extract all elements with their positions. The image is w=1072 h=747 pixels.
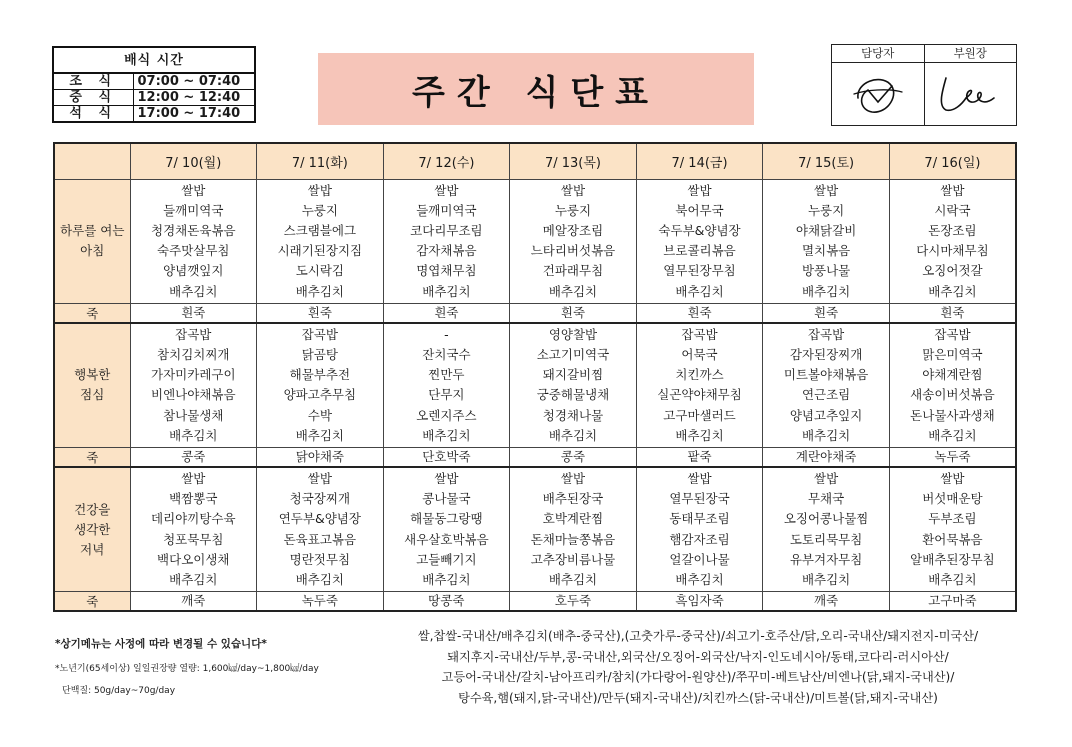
menu-item: 치킨까스	[675, 367, 724, 383]
menu-item: 건파래무침	[542, 263, 604, 279]
porridge-cell: 흰죽	[130, 303, 257, 323]
menu-item: 돈장조림	[928, 222, 977, 238]
menu-item: 백짬뽕국	[169, 491, 218, 507]
menu-item: 누룽지	[554, 202, 592, 218]
menu-item: 두부조림	[928, 511, 977, 527]
menu-item: 양파고추무침	[283, 387, 357, 403]
menu-item: 해물동그랑땡	[410, 511, 483, 527]
menu-item: 감자채볶음	[416, 243, 477, 259]
menu-item: 연두부&양념장	[278, 511, 361, 527]
porridge-cell: 팥죽	[636, 447, 763, 467]
menu-cell	[383, 467, 510, 592]
corner-cell	[54, 143, 130, 179]
day-header: 7/ 13(목)	[510, 143, 637, 179]
menu-cell	[510, 323, 637, 448]
page-title: 주간 식단표	[411, 72, 661, 113]
approval-vice-director-label: 부원장	[925, 45, 1017, 63]
day-header: 7/ 14(금)	[636, 143, 763, 179]
menu-item: 찐만두	[428, 367, 465, 383]
menu-item: 야채계란찜	[922, 367, 983, 383]
approval-box	[831, 44, 1017, 126]
menu-item: 참나물생채	[163, 407, 224, 423]
menu-item: 참치김치찌개	[157, 346, 230, 362]
menu-cell	[130, 323, 257, 448]
menu-item: 배추김치	[295, 283, 344, 299]
menu-cell	[130, 179, 257, 303]
menu-item: 쌀밥	[307, 470, 332, 486]
menu-item: 고추장비름나물	[530, 551, 616, 567]
porridge-cell: 닭야채죽	[257, 447, 384, 467]
menu-item: 야채닭갈비	[795, 222, 857, 238]
menu-item: 시래기된장지짐	[277, 243, 363, 259]
menu-item: 배추김치	[928, 283, 977, 299]
porridge-cell: 계란야채죽	[763, 447, 890, 467]
menu-item: 버섯매운탕	[922, 491, 983, 507]
serving-time-label: 중 식	[53, 90, 133, 106]
menu-item: 잔치국수	[422, 346, 471, 362]
vice-director-signature	[925, 63, 1017, 125]
porridge-cell: 고구마죽	[889, 592, 1016, 612]
porridge-cell: 호두죽	[510, 592, 637, 612]
menu-cell	[636, 323, 763, 448]
porridge-cell: 흰죽	[383, 303, 510, 323]
menu-item: 멸치볶음	[801, 243, 851, 259]
menu-item: 배추김치	[928, 427, 977, 443]
menu-item: 누룽지	[807, 202, 845, 218]
menu-item: 무채국	[807, 491, 845, 507]
menu-item: 유부겨자무침	[789, 551, 863, 567]
menu-cell	[763, 323, 890, 448]
menu-cell	[257, 467, 384, 592]
serving-time-box	[52, 46, 256, 123]
menu-item: 배추김치	[675, 427, 724, 443]
porridge-cell: 콩죽	[130, 447, 257, 467]
menu-item: 돈채마늘쫑볶음	[530, 531, 616, 547]
menu-cell	[383, 179, 510, 303]
menu-item: 배추김치	[295, 571, 344, 587]
menu-item: 쌀밥	[940, 182, 965, 198]
menu-item: 쌀밥	[181, 182, 206, 198]
serving-time-title: 배식 시간	[53, 47, 255, 73]
menu-item: 시락국	[934, 202, 971, 218]
menu-item: 단무지	[428, 387, 465, 403]
change-notice: *상기메뉴는 사정에 따라 변경될 수 있습니다*	[55, 638, 267, 650]
menu-item: 배추김치	[169, 427, 218, 443]
menu-item: -	[444, 326, 449, 342]
senior-energy-note: *노년기(65세이상) 일일권장량 열량: 1,600㎉/day~1,800㎉/day	[55, 664, 319, 674]
menu-cell	[636, 467, 763, 592]
approval-manager	[832, 45, 924, 125]
menu-cell	[889, 179, 1016, 303]
meal-row	[54, 179, 1016, 303]
title-banner	[318, 53, 754, 125]
serving-time-value: 17:00 ~ 17:40	[133, 106, 255, 123]
menu-item: 궁중해물냉채	[536, 387, 610, 403]
menu-item: 배추김치	[675, 571, 724, 587]
menu-item: 쌀밥	[181, 470, 206, 486]
porridge-cell: 녹두죽	[257, 592, 384, 612]
origin-info	[378, 626, 1018, 708]
menu-item: 배추김치	[801, 427, 851, 443]
menu-item: 감자된장찌개	[789, 346, 863, 362]
porridge-row	[54, 447, 1016, 467]
menu-item: 수박	[307, 407, 332, 423]
menu-item: 북어무국	[675, 202, 724, 218]
serving-time-row	[53, 90, 255, 106]
menu-item: 배추김치	[422, 427, 471, 443]
menu-item: 얼갈이나물	[669, 551, 730, 567]
menu-item: 배추김치	[801, 283, 851, 299]
weekly-menu-table	[53, 142, 1017, 612]
menu-item: 해물부추전	[289, 367, 351, 383]
meal-row	[54, 323, 1016, 448]
menu-item: 미트볼야채볶음	[783, 367, 869, 383]
menu-item: 동태무조림	[669, 511, 730, 527]
day-header-row	[54, 143, 1016, 179]
menu-item: 배추된장국	[542, 491, 604, 507]
porridge-label: 죽	[54, 447, 130, 467]
menu-item: 콩나물국	[422, 491, 471, 507]
menu-item: 배추김치	[548, 571, 598, 587]
menu-item: 청경채돈육볶음	[151, 222, 236, 238]
menu-item: 명엽채무침	[416, 263, 477, 279]
menu-item: 도시락김	[295, 263, 344, 279]
menu-item: 잡곡밥	[175, 326, 212, 342]
menu-cell	[383, 323, 510, 448]
menu-item: 쌀밥	[814, 470, 839, 486]
serving-time-row	[53, 73, 255, 90]
approval-vice-director	[924, 45, 1017, 125]
menu-item: 배추김치	[295, 427, 344, 443]
menu-item: 쌀밥	[560, 182, 586, 198]
protein-note: 단백질: 50g/day~70g/day	[62, 686, 176, 696]
meal-row	[54, 467, 1016, 592]
menu-item: 고구마샐러드	[663, 407, 736, 423]
menu-item: 방풍나물	[801, 263, 851, 279]
menu-item: 양념고추잎지	[789, 407, 863, 423]
porridge-row	[54, 592, 1016, 612]
menu-item: 배추김치	[548, 283, 598, 299]
porridge-label: 죽	[54, 303, 130, 323]
menu-cell	[763, 467, 890, 592]
menu-item: 돈나물사과생채	[910, 407, 995, 423]
menu-item: 고들빼기지	[416, 551, 477, 567]
menu-cell	[510, 467, 637, 592]
menu-item: 느타리버섯볶음	[530, 243, 616, 259]
menu-item: 배추김치	[675, 283, 724, 299]
menu-item: 잡곡밥	[934, 326, 971, 342]
menu-item: 소고기미역국	[536, 346, 610, 362]
menu-item: 배추김치	[422, 571, 471, 587]
menu-item: 맑은미역국	[922, 346, 983, 362]
menu-item: 쌀밥	[434, 182, 459, 198]
meal-label: 행복한 점심	[54, 323, 130, 448]
menu-item: 열무된장국	[669, 491, 730, 507]
menu-cell	[130, 467, 257, 592]
serving-time-value: 12:00 ~ 12:40	[133, 90, 255, 106]
menu-item: 어묵국	[681, 346, 718, 362]
menu-item: 쌀밥	[560, 470, 586, 486]
manager-signature	[832, 63, 924, 125]
porridge-cell: 콩죽	[510, 447, 637, 467]
meal-label: 하루를 여는 아침	[54, 179, 130, 303]
menu-item: 들깨미역국	[416, 202, 477, 218]
menu-item: 누룽지	[301, 202, 338, 218]
menu-item: 숙주맛살무침	[157, 243, 230, 259]
serving-time-label: 석 식	[53, 106, 133, 123]
menu-item: 영양찰밥	[548, 326, 598, 342]
menu-item: 도토리묵무침	[789, 531, 863, 547]
menu-item: 오징어젓갈	[922, 263, 983, 279]
porridge-cell: 흰죽	[257, 303, 384, 323]
menu-item: 데리야끼탕수육	[151, 511, 236, 527]
menu-item: 청포묵무침	[163, 531, 224, 547]
menu-cell	[763, 179, 890, 303]
meal-label: 건강을 생각한 저녁	[54, 467, 130, 592]
menu-item: 청국장찌개	[289, 491, 351, 507]
menu-item: 배추김치	[928, 571, 977, 587]
menu-item: 잡곡밥	[301, 326, 338, 342]
menu-cell	[889, 323, 1016, 448]
menu-item: 비엔나야채볶음	[151, 387, 236, 403]
origin-line: 탕수육,햄(돼지,닭-국내산)/만두(돼지-국내산)/치킨까스(닭-국내산)/미트볼(닭,돼지-국내산)	[458, 690, 938, 705]
menu-item: 알배추된장무침	[910, 551, 995, 567]
menu-cell	[257, 179, 384, 303]
porridge-cell: 땅콩죽	[383, 592, 510, 612]
menu-item: 들깨미역국	[163, 202, 224, 218]
origin-line: 쌀,찹쌀-국내산/배추김치(배추-중국산),(고춧가루-중국산)/쇠고기-호주산/닭,오리-국내산/돼지전지-미국산/	[417, 629, 979, 643]
menu-item: 배추김치	[548, 427, 598, 443]
menu-item: 쌀밥	[687, 182, 712, 198]
menu-item: 코다리무조림	[410, 222, 483, 238]
menu-item: 새우살호박볶음	[404, 531, 489, 547]
menu-cell	[636, 179, 763, 303]
porridge-cell: 단호박죽	[383, 447, 510, 467]
menu-item: 브로콜리볶음	[663, 243, 736, 259]
menu-item: 햄감자조림	[669, 531, 730, 547]
menu-item: 오렌지주스	[416, 407, 477, 423]
serving-time-value: 07:00 ~ 07:40	[133, 73, 255, 90]
porridge-cell: 녹두죽	[889, 447, 1016, 467]
day-header: 7/ 10(월)	[130, 143, 257, 179]
menu-item: 메알장조림	[542, 222, 604, 238]
serving-time-label: 조 식	[53, 73, 133, 90]
menu-item: 백다오이생채	[157, 551, 230, 567]
porridge-cell: 흰죽	[889, 303, 1016, 323]
origin-line: 돼지후지-국내산/두부,콩-국내산,외국산/오징어-외국산/낙지-인도네시아/동태,코다리-러시아산/	[447, 649, 949, 664]
porridge-cell: 흰죽	[510, 303, 637, 323]
menu-item: 명란젓무침	[289, 551, 351, 567]
menu-item: 잡곡밥	[681, 326, 718, 342]
menu-item: 청경채나물	[542, 407, 604, 423]
menu-item: 열무된장무침	[663, 263, 736, 279]
menu-item: 쌀밥	[307, 182, 332, 198]
menu-item: 새송이버섯볶음	[910, 387, 995, 403]
porridge-cell: 흑임자죽	[636, 592, 763, 612]
menu-cell	[257, 323, 384, 448]
porridge-row	[54, 303, 1016, 323]
porridge-cell: 흰죽	[636, 303, 763, 323]
porridge-cell: 깨죽	[763, 592, 890, 612]
day-header: 7/ 12(수)	[383, 143, 510, 179]
menu-item: 배추김치	[801, 571, 851, 587]
menu-item: 환어묵볶음	[922, 531, 983, 547]
menu-item: 가자미카레구이	[151, 367, 236, 383]
menu-item: 돈육표고볶음	[283, 531, 357, 547]
menu-item: 쌀밥	[940, 470, 965, 486]
porridge-cell: 흰죽	[763, 303, 890, 323]
menu-item: 양념깻잎지	[163, 263, 224, 279]
origin-line: 고등어-국내산/갈치-남아프리카/참치(가다랑어-원양산)/쭈꾸미-베트남산/비엔나(닭,돼지-국내산)/	[441, 670, 955, 684]
menu-item: 연근조림	[801, 387, 851, 403]
menu-item: 배추김치	[169, 283, 218, 299]
day-header: 7/ 16(일)	[889, 143, 1016, 179]
menu-cell	[889, 467, 1016, 592]
menu-item: 쌀밥	[434, 470, 459, 486]
menu-item: 닭곰탕	[301, 346, 338, 362]
menu-body	[54, 179, 1016, 611]
menu-item: 쌀밥	[814, 182, 839, 198]
serving-time-row	[53, 106, 255, 123]
menu-cell	[510, 179, 637, 303]
menu-item: 오징어콩나물찜	[783, 511, 869, 527]
menu-item: 다시마채무침	[916, 243, 989, 259]
menu-item: 잡곡밥	[807, 326, 845, 342]
menu-item: 숙두부&양념장	[658, 222, 741, 238]
approval-manager-label: 담당자	[832, 45, 924, 63]
menu-item: 배추김치	[169, 571, 218, 587]
menu-item: 쌀밥	[687, 470, 712, 486]
porridge-cell: 깨죽	[130, 592, 257, 612]
day-header: 7/ 11(화)	[257, 143, 384, 179]
menu-item: 배추김치	[422, 283, 471, 299]
menu-item: 호박계란찜	[542, 511, 604, 527]
day-header: 7/ 15(토)	[763, 143, 890, 179]
porridge-label: 죽	[54, 592, 130, 612]
menu-item: 실곤약야채무침	[657, 387, 742, 403]
menu-item: 돼지갈비찜	[542, 367, 604, 383]
menu-item: 스크램블에그	[283, 222, 357, 238]
